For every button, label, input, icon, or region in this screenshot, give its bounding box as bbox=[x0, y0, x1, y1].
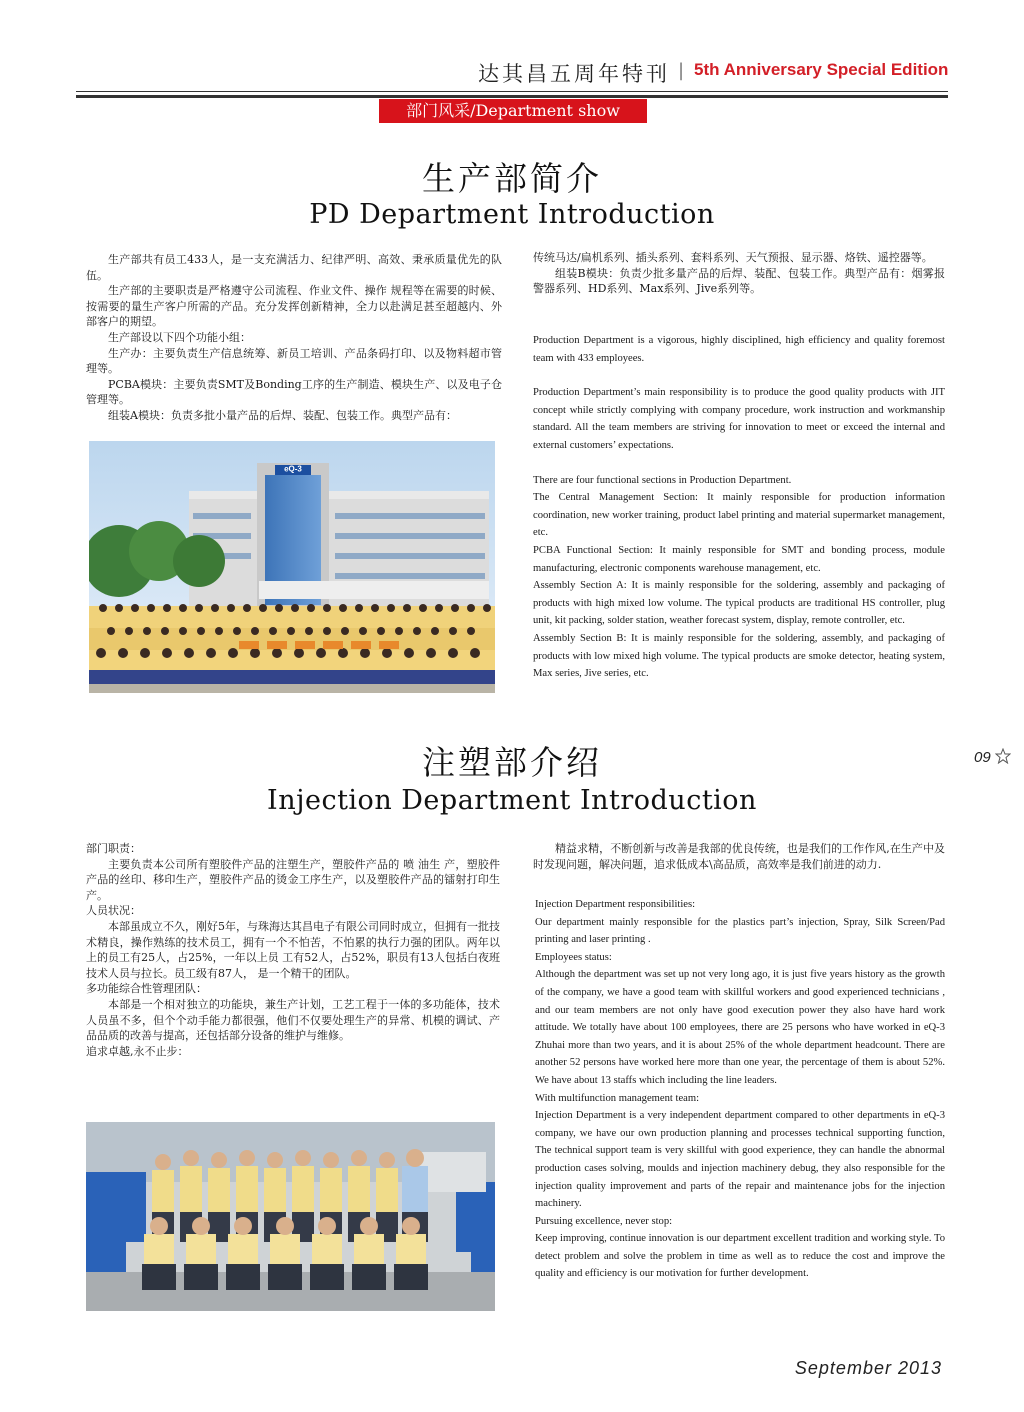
header-separator: | bbox=[678, 60, 685, 81]
inj-cn-paragraph: 本部是一个相对独立的功能块，兼生产计划，工艺工程于一体的多功能体，技术人员虽不多，但个个动手能力都很强，他们不仅要处理生产的异常、机模的调试、产品品质的改善与提高，还包括部分设备的维护与维修。 bbox=[86, 997, 500, 1043]
pd-cn-left-column bbox=[86, 252, 502, 424]
inj-en-paragraph: Pursuing excellence, never stop: bbox=[535, 1215, 673, 1227]
inj-cn-paragraph: 精益求精，不断创新与改善是我部的优良传统，也是我们的工作作风,在生产中及时发现问题，解决问题，追求低成本\高品质，高效率是我们前进的动力. bbox=[533, 842, 945, 871]
inj-cn-paragraph: 本部虽成立不久，刚好5年，与珠海达其昌电子有限公司同时成立，但拥有一批技术精良，操作熟练的技术员工，拥有一个不怕苦，不怕累的执行力强的团队。两年以上的员工有25人，占25%，一年以上员 工有52人，占52%，职员有13人包括白夜班技术人员与拉长。员工级有87人， 是一个精干的团队。 bbox=[86, 919, 500, 980]
inj-en-paragraph: Employees status: bbox=[535, 951, 612, 963]
pd-cn-paragraph: 生产部的主要职责是严格遵守公司流程、作业文件、操作 规程等在需要的时候、按需要的量生产客户所需的产品。充分发挥创新精神，全力以赴满足甚至超越内、外部客户的期望。 bbox=[86, 284, 502, 329]
pd-cn-paragraph: PCBA模块：主要负责SMT及Bonding工序的生产制造、模块生产、以及电子仓管理等。 bbox=[86, 377, 502, 407]
pd-team-photo bbox=[89, 441, 495, 693]
inj-en-paragraph: Injection Department responsibilities: bbox=[535, 899, 696, 910]
inj-cn-paragraph: 人员状况： bbox=[86, 904, 141, 918]
pd-cn-paragraph: 生产办：主要负责生产信息统筹、新员工培训、产品条码打印、以及物料超市管理等。 bbox=[86, 346, 502, 376]
pd-en-column bbox=[533, 332, 945, 683]
pd-cn-paragraph: 组装B模块：负责少批多量产品的后焊、装配、包装工作。典型产品有：烟雾报警器系列、HD系列、Max系列、Jive系列等。 bbox=[533, 266, 945, 296]
inj-cn-right-column bbox=[533, 841, 945, 872]
header-rule-thin bbox=[76, 91, 948, 92]
inj-team-photo-illustration bbox=[86, 1122, 495, 1311]
inj-cn-left-column bbox=[86, 841, 500, 1059]
pd-en-paragraph: The Central Management Section: It mainly responsible for production information coordination, new worker training, product label printing and material supermarket management, etc. bbox=[533, 492, 945, 539]
inj-title-cn: 注塑部介绍 bbox=[422, 743, 602, 782]
inj-title-en: Injection Department Introduction bbox=[267, 785, 757, 816]
inj-en-paragraph: With multifunction management team: bbox=[535, 1092, 700, 1104]
inj-cn-paragraph: 追求卓越,永不止步： bbox=[86, 1044, 189, 1058]
magazine-title-en: 5th Anniversary Special Edition bbox=[694, 60, 949, 79]
pd-cn-paragraph: 传统马达/扁机系列、插头系列、套料系列、天气预报、显示器、烙铁、遥控器等。 bbox=[533, 251, 933, 264]
pd-en-paragraph: Assembly Section B: It is mainly responsible for the soldering, assembly, and packaging of products with low mixed high volume. The typical products are smoke detector, heating system, Max series, Jive series, etc. bbox=[533, 632, 945, 680]
pd-cn-paragraph: 生产部设以下四个功能小组： bbox=[108, 330, 251, 344]
pd-en-paragraph: Production Department’s main responsibility is to produce the good quality products with JIT concept while strictly complying with company procedure, work instruction and workmanship standard. All the team members are striving for innovation to meet or exceed the internal and external customers’ expectations. bbox=[533, 387, 945, 451]
inj-en-column bbox=[535, 896, 945, 1283]
pd-title-cn: 生产部简介 bbox=[422, 159, 602, 198]
page-number-text: 09 bbox=[974, 749, 991, 766]
inj-en-paragraph: Although the department was set up not very long ago, it is just five years history as the growth of the company, we have a good team with skillful workers and good experienced technicians , and our team members are not only have good execution power they also have hard work attitude. We totally have about 100 employees, there are 25 persons who have worked in eQ-3 Zhuhai more than two years, and it is about 25% of the whole department headcount. There are another 52 persons have worked here more than one year, the percentage of them is about 52%. We have about 13 staffs which including the line leaders. bbox=[535, 969, 945, 1086]
issue-date: September 2013 bbox=[794, 1358, 942, 1378]
section-tag: 部门风采/Department show bbox=[379, 99, 647, 123]
inj-cn-paragraph: 部门职责： bbox=[86, 842, 141, 855]
pd-en-paragraph: Assembly Section A: It is mainly responsible for the soldering, assembly and packaging of products with high mixed low volume. The typical products are traditional HS controller, plug unit, kit packing, solder station, weather forecast system, display, remote controller, etc. bbox=[533, 580, 945, 627]
pd-cn-right-column bbox=[533, 250, 945, 297]
building-logo-text: eQ-3 bbox=[284, 464, 302, 474]
inj-cn-paragraph: 主要负责本公司所有塑胶件产品的注塑生产，塑胶件产品的 喷 油生 产，塑胶件产品的丝印、移印生产，塑胶件产品的烫金工序生产，以及塑胶件产品的镭射打印生产。 bbox=[86, 857, 500, 902]
inj-en-paragraph: Injection Department is a very independent department compared to other departments in eQ-3 company, we have our own production planning and processes technical supporting function, The technical support team is very skillful with good experience, they can handle the abnormal production cases solving, moulds and injection machinery debug, they also responsible for the injection quality improvement and parts of the repair and maintenance jobs for the injection machinery. bbox=[535, 1110, 945, 1210]
magazine-title-cn: 达其昌五周年特刊 bbox=[478, 62, 670, 86]
pd-title-en: PD Department Introduction bbox=[309, 199, 715, 230]
pd-cn-paragraph: 组装A模块：负责多批小量产品的后焊、装配、包装工作。典型产品有： bbox=[108, 408, 457, 422]
pd-cn-paragraph: 生产部共有员工433人，是一支充满活力、纪律严明、高效、秉承质量优先的队伍。 bbox=[86, 253, 502, 282]
pd-en-paragraph: PCBA Functional Section: It mainly responsible for SMT and bonding process, module manufacturing, electronic components warehouse management, etc. bbox=[533, 544, 945, 574]
inj-cn-paragraph: 多功能综合性管理团队： bbox=[86, 982, 207, 996]
pd-en-paragraph: There are four functional sections in Production Department. bbox=[533, 474, 792, 486]
inj-en-paragraph: Keep improving, continue innovation is our department excellent tradition and working style. To detect problem and solve the problem in time as well as to reduce the cost and improve the quality and efficiency is our motivation for further development. bbox=[535, 1233, 945, 1280]
pd-en-paragraph: Production Department is a vigorous, highly disciplined, high efficiency and quality foremost team with 433 employees. bbox=[533, 335, 945, 364]
pd-team-photo-illustration bbox=[89, 441, 495, 693]
inj-team-photo bbox=[86, 1122, 495, 1311]
inj-en-paragraph: Our department mainly responsible for the plastics part’s injection, Spray, Silk Screen/Pad printing and laser printing . bbox=[535, 916, 945, 946]
header-rule-thick bbox=[76, 95, 948, 98]
